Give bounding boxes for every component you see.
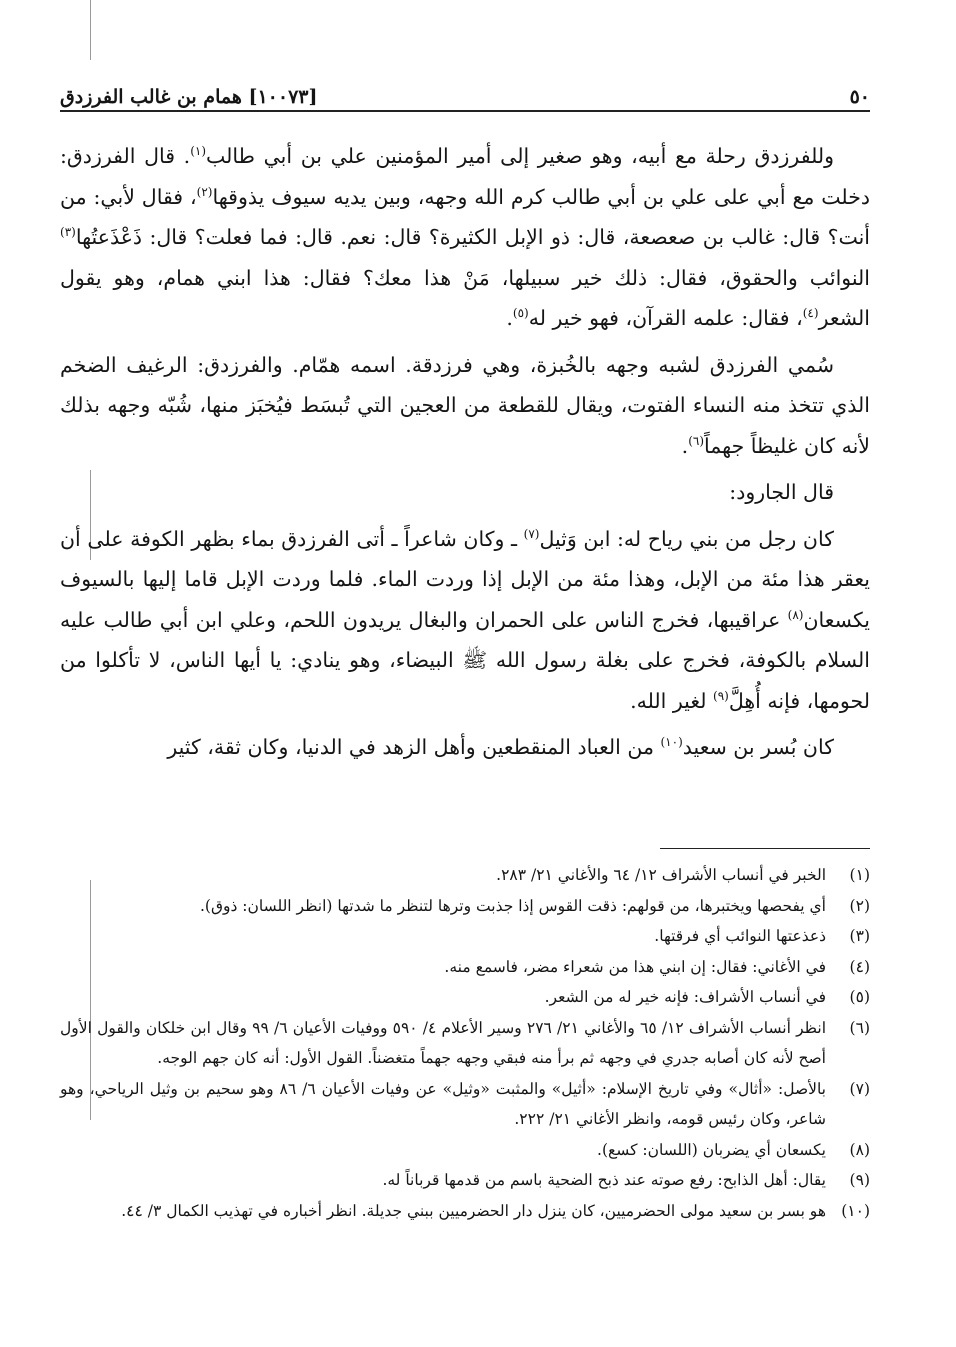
- footnote-number: (٢): [849, 896, 870, 915]
- text-run: . قال الفرزدق: دخلت مع أبي على علي بن أبي طالب كرم الله وجهه، وبين يديه سيوف يذوقها: [60, 144, 870, 209]
- text-run: من العباد المنقطعين وأهل الزهد في الدنيا، وكان ثقة، كثير: [167, 735, 661, 759]
- footnote-ref-8[interactable]: (٨): [787, 607, 804, 622]
- running-title: [١٠٠٧٣] همام بن غالب الفرزدق: [60, 86, 318, 108]
- footnote-text: يقال: أهل الذابح: رفع صوته عند ذبح الضحية باسم من قدمها قرباناً له.: [382, 1171, 826, 1189]
- paragraph-4: [60, 727, 870, 768]
- text-run: ـ وكان شاعراً ـ أتى الفرزدق بماء بظهر الكوفة على أن يعقر هذا مئة من الإبل، وهذا مئة من الإبل إذا وردت الماء. فلما وردت الإبل قاما إليها بالسيوف يكسعان: [60, 526, 870, 632]
- footnote-ref-6[interactable]: (٦): [688, 433, 705, 448]
- text-run: .: [681, 433, 689, 458]
- footnote: [60, 1013, 870, 1074]
- footnote-ref-10[interactable]: (١٠): [660, 735, 683, 750]
- footnote-number: (١٠): [841, 1201, 870, 1220]
- header-rule: [60, 110, 870, 112]
- footnote: [60, 921, 870, 952]
- text-run: عراقيبها، فخرج الناس على الحمران والبغال يريدون اللحم، وعلي ابن أبي طالب عليه السلام بالكوفة، فخرج على بغلة رسول الله ﷺ البيضاء، وهو ينادي: يا أيها الناس، لا تأكلوا من لحومها، فإنه أُهِلَّ: [60, 607, 870, 713]
- page-header: [60, 78, 870, 108]
- text-run: كان بُسر بن سعيد: [682, 735, 834, 759]
- footnote-number: (٧): [849, 1079, 870, 1098]
- footnote-number: (٦): [849, 1018, 870, 1037]
- footnote-text: هو بسر بن سعيد مولى الحضرميين، كان ينزل دار الحضرميين ببني جديلة. انظر أخباره في تهذيب الكمال ٣/ ٤٤.: [121, 1201, 826, 1220]
- footnote: [60, 860, 870, 891]
- main-text: [60, 136, 870, 772]
- text-run: كان رجل من بني رياح له: ابن وَثيل: [539, 526, 834, 551]
- text-run: النوائب والحقوق، فقال: ذلك خير سبيلها، مَنْ هذا معك؟ فقال: هذا ابني همام، وهو يقول الشعر: [60, 265, 870, 330]
- footnote-ref-1[interactable]: (١): [190, 144, 207, 159]
- footnote: [60, 982, 870, 1013]
- footnotes: [60, 860, 870, 1226]
- page-number: ٥٠: [849, 86, 870, 108]
- footnote-ref-4[interactable]: (٤): [802, 306, 819, 321]
- paragraph-3: [60, 519, 870, 722]
- footnote-text: أي يفحصها ويختبرها، من قولهم: ذقت القوس إذا جذبت وترها لتنظر ما شدتها (انظر اللسان: ذوق).: [199, 896, 826, 915]
- text-run: قال الجارود:: [729, 480, 834, 504]
- footnote-text: انظر أنساب الأشراف ١٢/ ٦٥ والأغاني ٢١/ ٢٧٦ وسير الأعلام ٤/ ٥٩٠ ووفيات الأعيان ٦/ ٩٩ وقال ابن خلكان والقول الأول أصح لأنه كان أصابه جدري في وجهه ثم برأ منه فبقي وجهه جهماً متغضناً. القول الأول: أنه كان جهم الوجه.: [60, 1018, 826, 1067]
- footnote: [60, 1165, 870, 1196]
- footnote: [60, 1074, 870, 1135]
- footnote-text: في الأغاني: فقال: إن ابني هذا من شعراء مضر، فاسمع منه.: [444, 957, 826, 976]
- book-page: [60, 78, 870, 1278]
- footnote-text: بالأصل: «أثال» وفي تاريخ الإسلام: «أثيل» والمثبت «وثيل» عن وفيات الأعيان ٦/ ٨٦ وهو سحيم بن وثيل الرياحي، وهو شاعر، وكان رئيس قومه، وانظر الأغاني ٢١/ ٢٢٢.: [60, 1079, 826, 1128]
- scan-margin-line-top: [90, 0, 91, 60]
- footnote: [60, 1135, 870, 1166]
- footnote-text: يكسعان أي يضربان (اللسان: كسع).: [597, 1140, 826, 1159]
- footnote-number: (٩): [849, 1171, 870, 1189]
- text-run: .: [506, 306, 513, 330]
- footnote-number: (٤): [849, 957, 870, 976]
- footnote-text: الخبر في أنساب الأشراف ١٢/ ٦٤ والأغاني ٢١/ ٢٨٣.: [496, 866, 826, 884]
- footnote-ref-2[interactable]: (٢): [196, 184, 213, 199]
- narrator-line: [60, 472, 870, 513]
- paragraph-2: [60, 345, 870, 467]
- text-run: سُمي الفرزدق لشبه وجهه بالخُبزة، وهي فرزدقة. اسمه همّام. والفرزدق: الرغيف الضخم الذي تتخذ منه النساء الفتوت، ويقال للقطعة من العجين التي تُبسَط فيُخبَز منها، شُبّه وجهه بذلك لأنه كان غليظاً جهماً: [60, 352, 870, 458]
- footnote-ref-3[interactable]: (٣): [60, 225, 76, 240]
- footnote: [60, 952, 870, 983]
- text-run: ، فقال لأبي: من أنت؟ قال: غالب بن صعصعة، قال: ذو الإبل الكثيرة؟ قال: نعم. قال: فما فعلت؟ قال: ذَعْذَعتُها: [60, 184, 870, 249]
- paragraph-1: [60, 136, 870, 339]
- footnote-separator: [660, 848, 870, 849]
- footnote-number: (١): [849, 866, 870, 884]
- footnote: [60, 1196, 870, 1227]
- footnote-text: في أنساب الأشراف: فإنه خير له من الشعر.: [544, 988, 826, 1006]
- footnote: [60, 891, 870, 922]
- footnote-number: (٣): [849, 927, 870, 945]
- footnote-number: (٥): [849, 988, 870, 1006]
- text-run: ، فقال: علمه القرآن، فهو خير له: [528, 306, 803, 330]
- footnote-ref-7[interactable]: (٧): [523, 526, 540, 541]
- footnote-ref-5[interactable]: (٥): [512, 306, 529, 321]
- footnote-ref-9[interactable]: (٩): [713, 688, 729, 703]
- text-run: وللفرزدق رحلة مع أبيه، وهو صغير إلى أمير المؤمنين علي بن أبي طالب: [206, 144, 834, 168]
- footnote-number: (٨): [849, 1140, 870, 1159]
- text-run: لغير الله.: [630, 688, 713, 713]
- footnote-text: ذعذعتها النوائب أي فرقتها.: [654, 927, 826, 945]
